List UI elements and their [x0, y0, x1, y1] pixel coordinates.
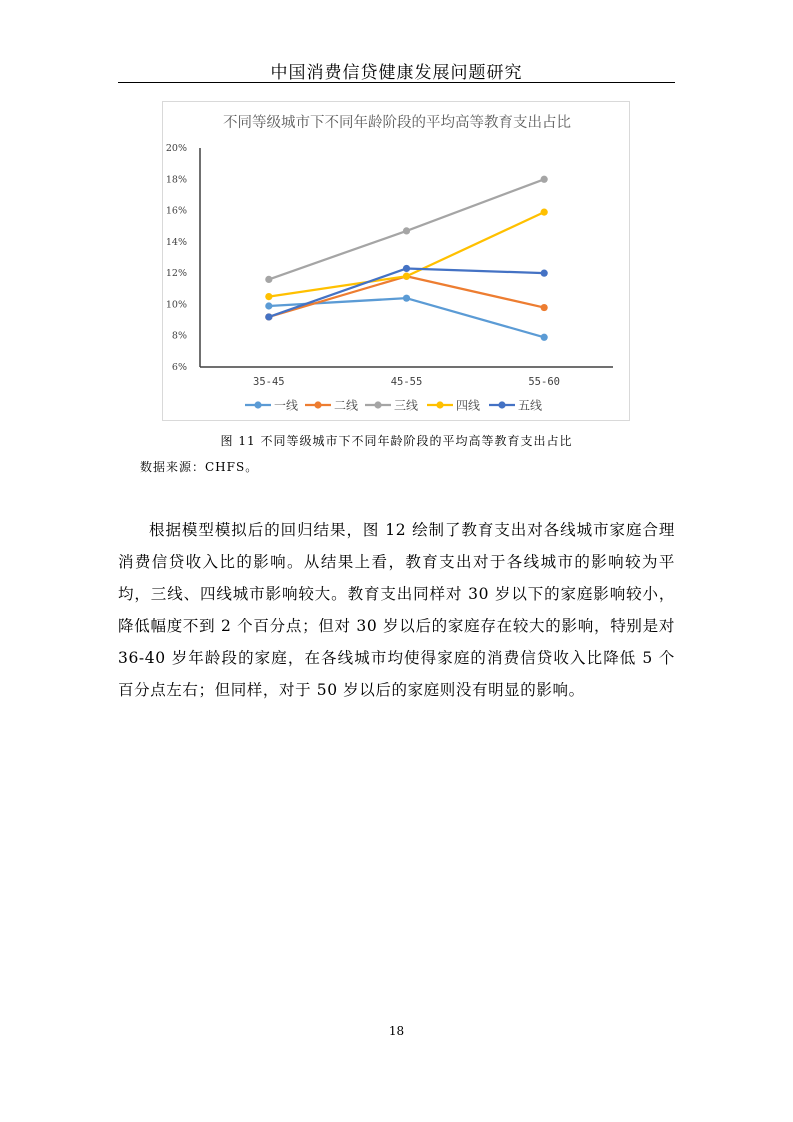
x-tick-label: 55-60	[528, 376, 560, 388]
series-line	[269, 212, 544, 296]
y-tick-label: 16%	[165, 205, 187, 217]
data-point	[265, 276, 272, 283]
legend-label: 一线	[274, 398, 299, 413]
data-point	[403, 273, 410, 280]
legend-swatch-marker	[374, 401, 381, 408]
legend-label: 三线	[394, 398, 419, 413]
figure-caption: 图 11 不同等级城市下不同年龄阶段的平均高等教育支出占比	[220, 434, 573, 448]
data-point	[403, 295, 410, 302]
legend-label: 五线	[518, 398, 543, 413]
data-point	[541, 334, 548, 341]
chart-title: 不同等级城市下不同年龄阶段的平均高等教育支出占比	[223, 115, 571, 131]
header-rule	[118, 82, 675, 83]
legend-label: 四线	[456, 398, 481, 413]
y-tick-label: 6%	[171, 362, 187, 373]
y-tick-label: 10%	[165, 299, 187, 311]
line-chart	[162, 101, 630, 421]
chart-svg	[163, 102, 631, 422]
x-tick-label: 45-55	[390, 376, 423, 388]
data-point	[265, 313, 272, 320]
legend-swatch-marker	[254, 401, 261, 408]
data-point	[541, 176, 548, 183]
y-tick-label: 14%	[165, 236, 187, 248]
paragraph-text: 根据模型模拟后的回归结果，图 12 绘制了教育支出对各线城市家庭合理消费信贷收入比的影响。从结果上看，教育支出对于各线城市的影响较为平均，三线、四线城市影响较大。教育支出同样对 30 岁以下的家庭影响较小，降低幅度不到 2 个百分点；但对 30 岁以后的家庭存在较大的影响，特别是对 36-40 岁年龄段的家庭，在各线城市均使得家庭的消费信贷收入比降低 5 个百分点左右；但同样，对于 50 岁以后的家庭则没有明显的影响。	[118, 521, 675, 699]
x-tick-label: 35-45	[253, 376, 285, 388]
data-point	[541, 304, 548, 311]
body-paragraph	[118, 514, 675, 706]
y-tick-label: 8%	[171, 330, 187, 342]
legend-swatch-marker	[314, 401, 321, 408]
y-tick-label: 18%	[165, 174, 187, 186]
y-tick-label: 20%	[165, 143, 187, 154]
data-point	[265, 302, 272, 309]
legend-swatch-marker	[436, 401, 443, 408]
data-point	[541, 270, 548, 277]
data-point	[265, 293, 272, 300]
running-header: 中国消费信贷健康发展问题研究	[270, 63, 523, 83]
data-point	[403, 265, 410, 272]
page-number: 18	[388, 1024, 405, 1038]
data-point	[541, 209, 548, 216]
data-point	[403, 227, 410, 234]
y-tick-label: 12%	[165, 268, 187, 280]
legend-label: 二线	[334, 398, 359, 413]
data-source-note: 数据来源：CHFS。	[140, 460, 259, 474]
legend-swatch-marker	[498, 401, 505, 408]
